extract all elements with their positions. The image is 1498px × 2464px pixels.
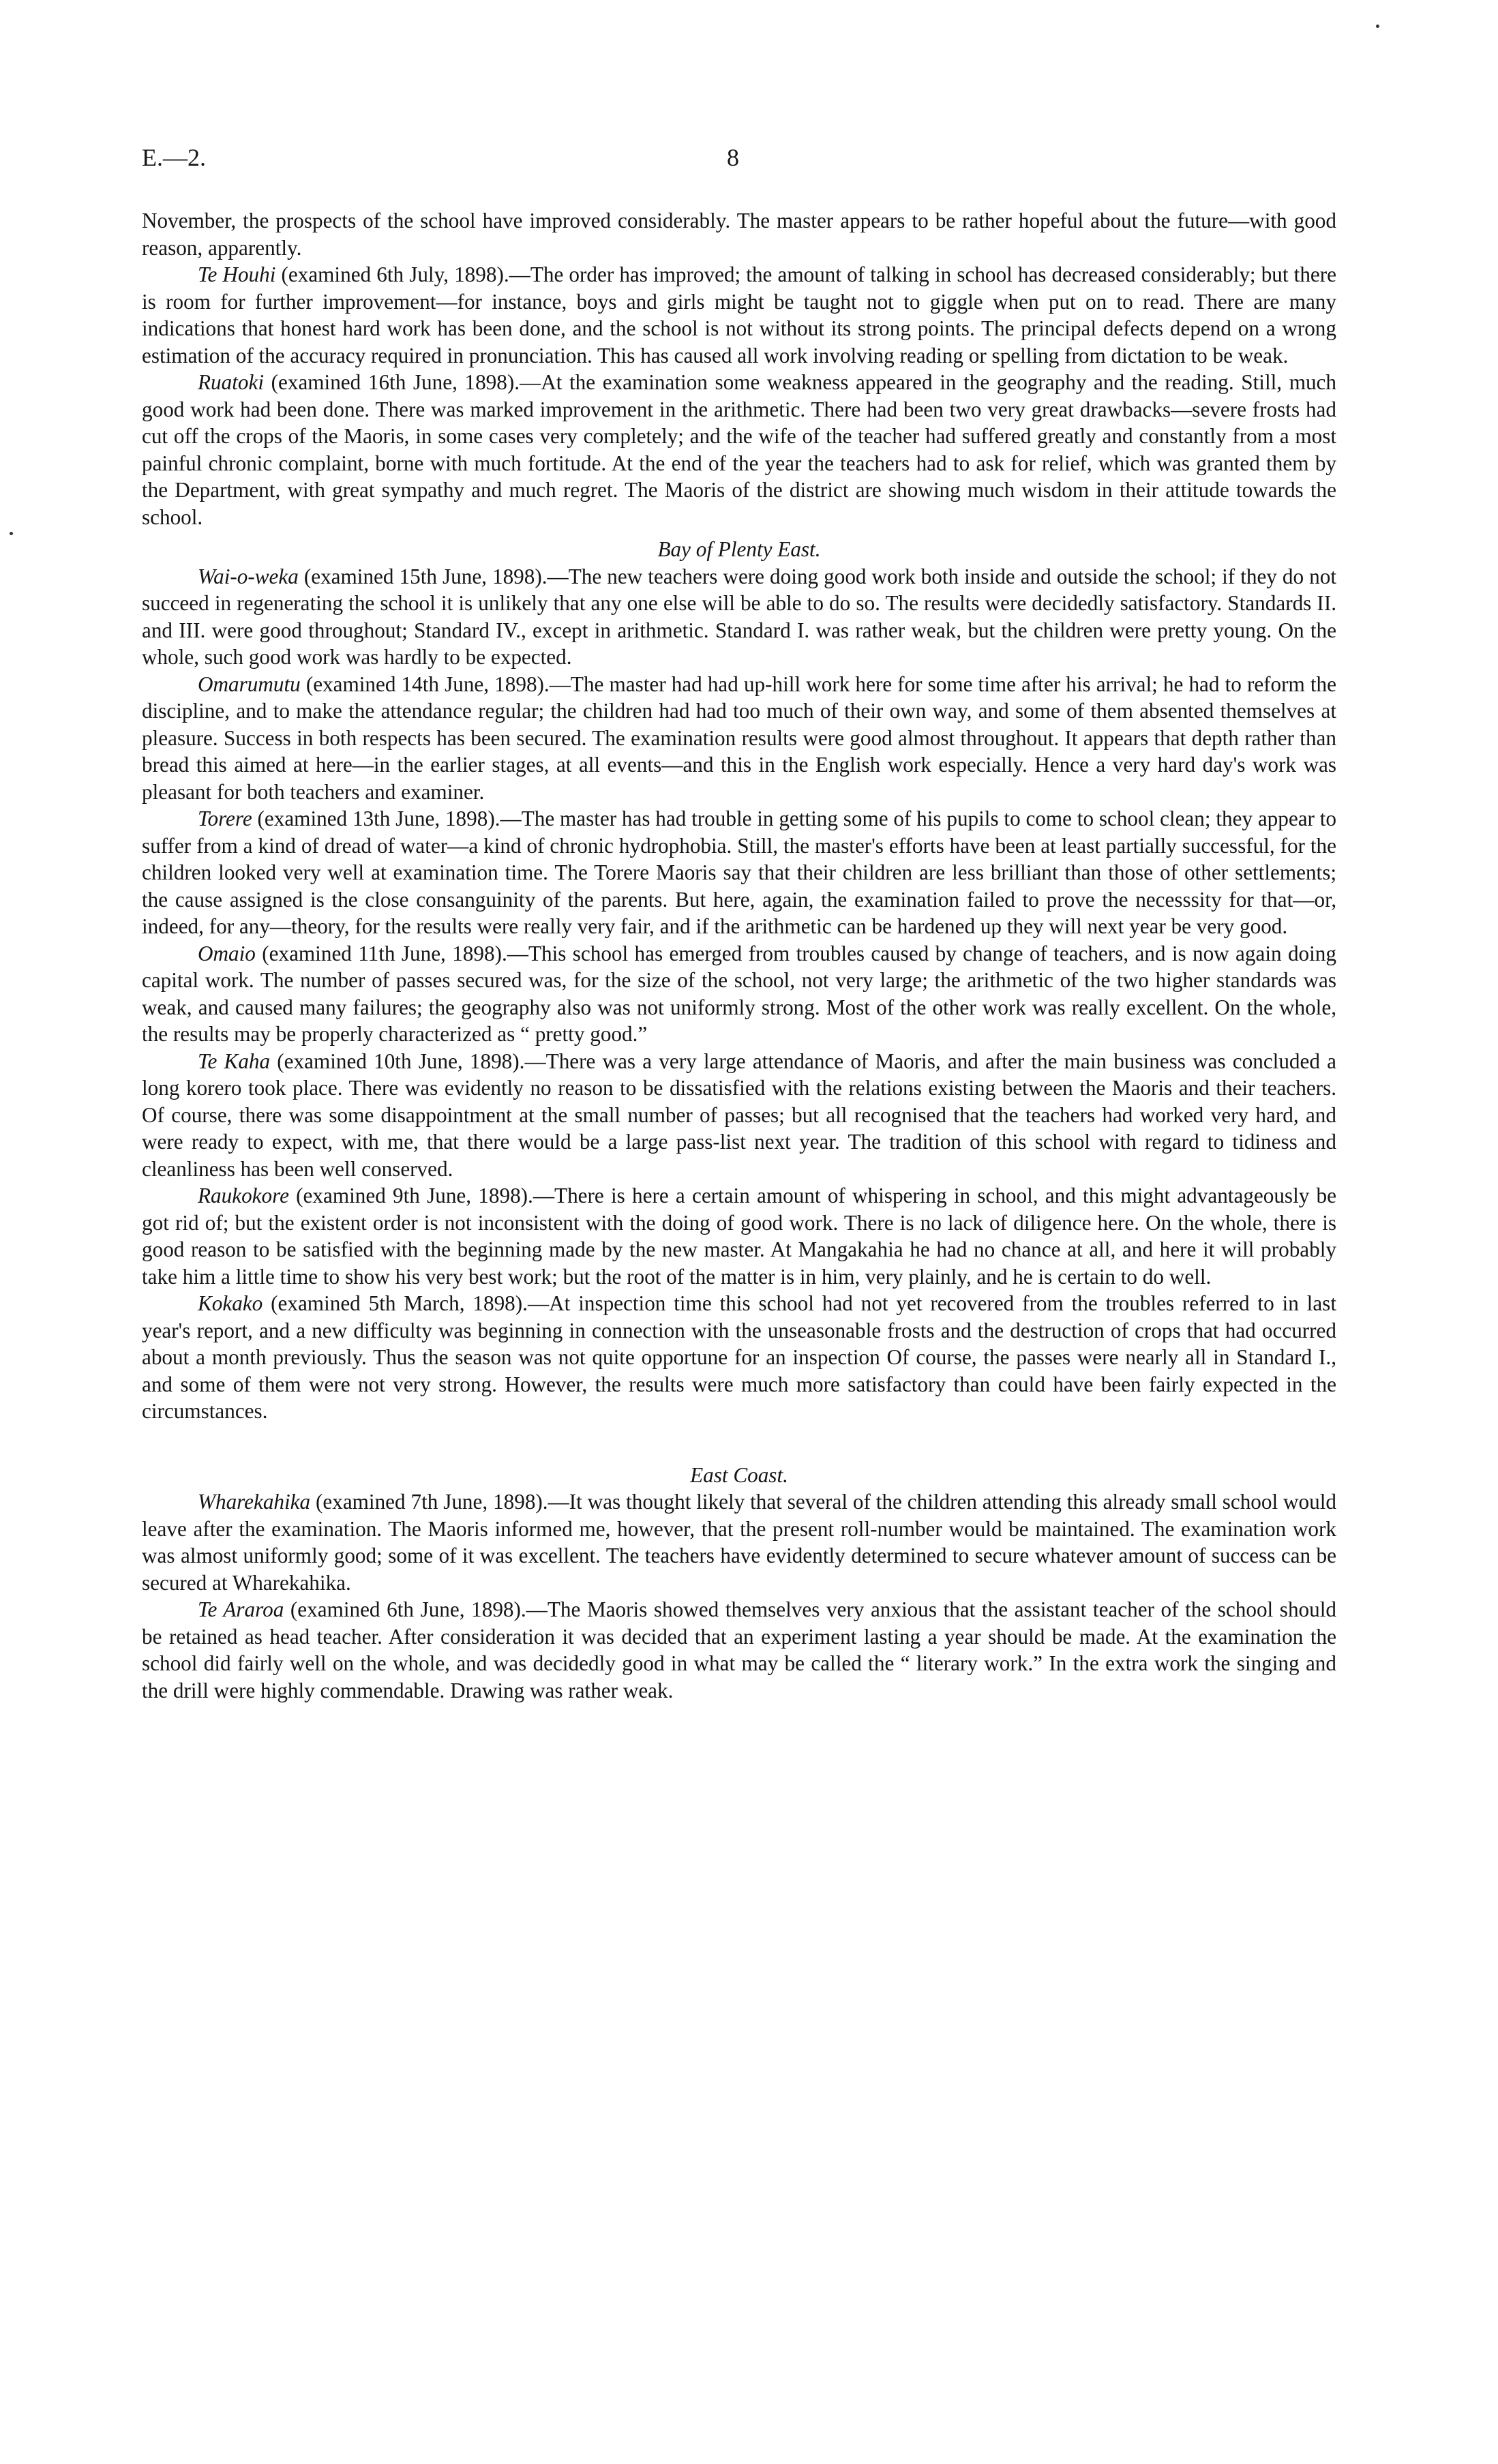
document-reference: E.—2. <box>142 144 206 171</box>
entry-text: (examined 6th July, 1898).—The order has improved; the amount of talking in school has decreased considerably; but there is room for further improvement—for instance, boys and girls might be taught not to giggle when put on to read. There are many indications that honest hard work has been done, and the school is not without its strong points. The principal defects depend on a wrong estimation of the accuracy required in pronunciation. This has caused all work involving reading or spelling from dictation to be weak. <box>142 262 1336 367</box>
school-name: Te Kaha <box>198 1049 271 1073</box>
school-entry-te-houhi <box>142 261 1336 369</box>
school-entry-omaio <box>142 940 1336 1048</box>
school-name: Torere <box>198 807 252 830</box>
school-name: Te Houhi <box>198 262 276 286</box>
entry-text: (examined 9th June, 1898).—There is here a certain amount of whispering in school, and this might advantageously be got rid of; but the existent order is not inconsistent with the doing of good work. There is no lack of diligence here. On the whole, there is good reason to be satisfied with the beginning made by the new master. At Mangakahia he had no chance at all, and here it will probably take him a little time to show his very best work; but the root of the matter is in him, very plainly, and he is certain to do well. <box>142 1184 1336 1289</box>
scan-speck <box>10 532 13 535</box>
school-name: Wharekahika <box>198 1490 311 1514</box>
school-entry-wai-o-weka <box>142 563 1336 671</box>
school-entry-te-kaha <box>142 1048 1336 1183</box>
school-entry-te-araroa <box>142 1596 1336 1704</box>
entry-text: (examined 16th June, 1898).—At the examination some weakness appeared in the geography and the reading. Still, much good work had been done. There was marked improvement in the arithmetic. There had been two very great drawbacks—severe frosts had cut off the crops of the Maoris, in some cases very completely; and the wife of the teacher had suffered greatly and constantly from a most painful chronic complaint, borne with much fortitude. At the end of the year the teachers had to ask for relief, which was granted them by the Department, with great sympathy and much regret. The Maoris of the district are showing much wisdom in their attitude towards the school. <box>142 370 1336 529</box>
entry-text: (examined 5th March, 1898).—At inspection time this school had not yet recovered from the troubles referred to in last year's report, and a new difficulty was beginning in connection with the unseasonable frosts and the destruction of crops that had occurred about a month previously. Thus the season was not quite opportune for an inspection Of course, the passes were nearly all in Standard I., and some of them were not very strong. However, the results were much more satisfactory than could have been fairly expected in the circumstances. <box>142 1291 1336 1423</box>
intro-paragraph: November, the prospects of the school have improved considerably. The master appears to be rather hopeful about the future—with good reason, apparently. <box>142 209 1336 260</box>
school-name: Omaio <box>198 941 256 965</box>
entry-text: (examined 13th June, 1898).—The master has had trouble in getting some of his pupils to come to school clean; they appear to suffer from a kind of dread of water—a kind of chronic hydrophobia. Still, the master's efforts have been at least partially successful, for the children looked very well at examination time. The Torere Maoris say that their children are less brilliant than those of other settlements; the cause assigned is the close consanguinity of the parents. But here, again, the examination failed to prove the necesssity for that—or, indeed, for any—theory, for the results were really very fair, and if the arithmetic can be hardened up they will next year be very good. <box>142 807 1336 938</box>
school-entry-wharekahika <box>142 1488 1336 1596</box>
school-name: Kokako <box>198 1291 263 1315</box>
school-name: Wai-o-weka <box>198 564 299 588</box>
page-number: 8 <box>727 144 739 171</box>
entry-text: (examined 14th June, 1898).—The master had had up-hill work here for some time after his arrival; he had to reform the discipline, and to make the attendance regular; the children had had too much of their own way, and some of them absented themselves at pleasure. Success in both respects has been secured. The examination results were good almost throughout. It appears that depth rather than bread this aimed at here—in the earlier stages, at all events—and this in the English work especially. Hence a very hard day's work was pleasant for both teachers and examiner. <box>142 672 1336 804</box>
school-entry-omarumutu <box>142 671 1336 806</box>
section-heading-east-coast: East Coast. <box>690 1462 788 1487</box>
scan-speck <box>1376 25 1379 28</box>
school-entry-ruatoki <box>142 369 1336 530</box>
entry-text: (examined 7th June, 1898).—It was thought likely that several of the children attending this already small school would leave after the examination. The Maoris informed me, however, that the present roll-number would be maintained. The examination work was almost uniformly good; some of it was excellent. The teachers have evidently determined to secure whatever amount of success can be secured at Wharekahika. <box>142 1490 1336 1595</box>
entry-text: (examined 10th June, 1898).—There was a very large attendance of Maoris, and after the main business was concluded a long korero took place. There was evidently no reason to be dissatisfied with the relations existing between the Maoris and their teachers. Of course, there was some disappointment at the small number of passes; but all recognised that the teachers had worked very hard, and were ready to expect, with me, that there would be a large pass-list next year. The tradition of this school with regard to tidiness and cleanliness has been well conserved. <box>142 1049 1336 1181</box>
entry-text: (examined 6th June, 1898).—The Maoris showed themselves very anxious that the assistant teacher of the school should be retained as head teacher. After consideration it was decided that an experiment lasting a year should be made. At the examination the school did fairly well on the whole, and was decidedly good in what may be called the “ literary work.” In the extra work the singing and the drill were highly commendable. Drawing was rather weak. <box>142 1597 1336 1702</box>
entry-text: (examined 11th June, 1898).—This school has emerged from troubles caused by change of teachers, and is now again doing capital work. The number of passes secured was, for the size of the school, not very large; the arithmetic of the two higher standards was weak, and caused many failures; the geography also was not uniformly strong. Most of the other work was really excellent. On the whole, the results may be properly characterized as “ pretty good.” <box>142 941 1336 1046</box>
school-name: Te Araroa <box>198 1597 284 1621</box>
school-entry-kokako <box>142 1290 1336 1425</box>
section-heading-bay-of-plenty-east: Bay of Plenty East. <box>657 537 821 561</box>
school-name: Ruatoki <box>198 370 265 394</box>
school-entry-torere <box>142 805 1336 940</box>
page-header <box>142 143 1336 184</box>
school-name: Raukokore <box>198 1184 289 1207</box>
school-entry-raukokore <box>142 1182 1336 1290</box>
entry-text: (examined 15th June, 1898).—The new teachers were doing good work both inside and outside the school; if they do not succeed in regenerating the school it is unlikely that any one else will be able to do so. The results were decidedly satisfactory. Standards II. and III. were good throughout; Standard IV., except in arithmetic. Standard I. was rather weak, but the children were pretty young. On the whole, such good work was hardly to be expected. <box>142 564 1336 669</box>
school-name: Omarumutu <box>198 672 301 696</box>
report-body <box>142 207 1336 1704</box>
